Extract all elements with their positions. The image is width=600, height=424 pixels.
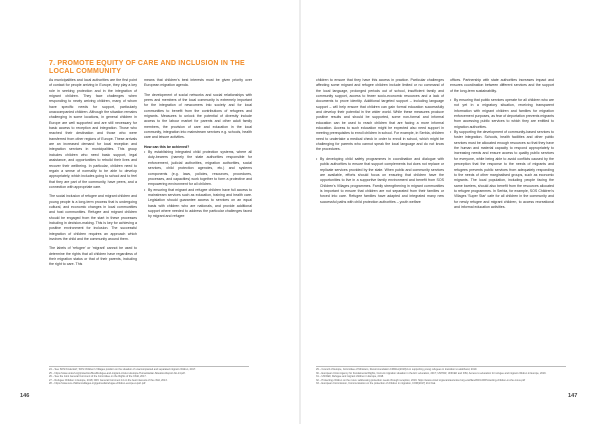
- right-page: [300, 0, 600, 424]
- footnote: 33 – European Commission, Communication on the protection of children in migration, COM(2017) 211 final.: [316, 382, 436, 386]
- paragraph: offices. Partnership with state authorities increases impact and ensures coordination between different services and the support of the long-term sustainability.: [450, 78, 554, 93]
- bullet-item: • By supporting the development of community-based services to foster integration. Schools, health facilities and other public services must be allocated enough resources so that they have the human and material capacity to respond appropriately to increasing needs and ensure access to quality public services for everyone, while being able to avoid conflicts caused by the perception that the response to the needs of migrants and refugees prevents public services from adequately responding to the needs of other marginalised groups, such as economic migrants. The local population, including people facing the same barriers, should also benefit from the resources allocated to refugee programmes. In Serbia, for example, SOS Children's Villages 'Super Star' cafe for all children in the community and for newly refugee and migrant children, to access recreational and informal education activities.: [450, 130, 554, 210]
- footnote-rule: [316, 366, 566, 367]
- bullet-item: • By ensuring that migrant and refugee children have full access to mainstream services such as education, training and health care. Legislation should guarantee access to services on an equal basis with children who are nationals, and provide additional support where needed to address the particular challenges faced by migrant and refugee: [144, 188, 252, 220]
- paragraph: The development of social networks and social relationships with peers and members of the local community is extremely important for the integration of newcomers into society and for local communities to benefit from the contributions of refugees and migrants. Measures to unlock the potential of diversity include access to the labour market for parents and other adult family members, the provision of care and education in the local community, integration into mainstream services e.g. schools, health care and leisure activities.: [144, 92, 252, 140]
- right-column-2: [450, 78, 554, 210]
- bullet-list: [450, 98, 554, 210]
- bullet-list: [316, 157, 444, 205]
- paragraph: The labels of 'refugee' or 'migrant' cannot be used to determine the rights that all children have regardless of their migration status or that of their parents, including the right to care. This: [49, 246, 137, 267]
- footnote: 26 – See the Joint General Comment of the Committee on the Rights of the Child, 2017.: [49, 375, 147, 379]
- left-column-1: [49, 78, 137, 272]
- footnote: 27 – Refugee Children in Europe, 2018; CRC General Comment 14 on the best interests of the child, 2013.: [49, 378, 168, 382]
- subheading: How can this be achieved?: [144, 144, 190, 149]
- bullet-item: • By developing child safety programmes in coordination and dialogue with public authorities to ensure that support complements but does not replace or replicate services provided by the state. When public and community services are available, efforts should focus on ensuring that children have the opportunities to live in a supportive family environment and benefit from SOS Children's Villages programmes. Family strengthening in migrant communities is important to ensure that children are not separated from their families or forced into care. Refugee families have adapted and integrated many new successful paths with child protection authorities – youth welfare: [316, 157, 444, 205]
- page-number: 146: [20, 393, 30, 399]
- right-column-1: [316, 78, 444, 205]
- footnotes: [316, 368, 578, 386]
- footnote: 28 – https://www.sos-childrensvillages.org/getmedia/refugee-children-europe-report.pdf: [49, 382, 146, 386]
- footnote: 25 – https://www.unicef.org/protection/files/Refugee-and-migrant-crisis-in-Europe-Humanitarian-Situation-Report-No-14.pdf.: [49, 371, 186, 375]
- footnote: 30 – European Union Agency for Fundamental Rights, Current migration situation in the EU: education, 2017; UNHCR, UNICEF and IOM, Access to education for refugee and migrant children in Europe, 2019.: [316, 371, 547, 375]
- paragraph: children to ensure that they have this access in practice. Particular challenges affecting some migrant and refugee children include limited or no command of the local language, prolonged periods out of school, insufficient family and community support, access to fewer socio-economic resources and a lack of documents to prove identity. Additional targeted support – including language support – will help ensure that children can gain formal education successfully and develop their potential in the wider world. While these measures produce positive results and should be supported, some non-formal and informal education can be used to reach children that are facing a more informal education. Access to such education might be expected also need support in meeting prerequisites to enroll children in school. For example, in Serbia, children need to undertake a medical check in order to enroll in school, which might be challenging for parents who cannot speak the local language and do not know the procedures.: [316, 78, 444, 152]
- paragraph: As municipalities and local authorities are the first point of contact for people arriving in Europe, they play a key role in seeking protection and in the integration of migrant children. They face challenges when responding to newly arriving children, many of whom have specific needs for support, particularly unaccompanied children. Although the situation remains challenging in some locations, in general children in Europe are well supported and are still necessary for basic access to reception and integration. Those who reached their destination and those who were transferred from other regions of Europe. These arrivals are an increased demand for local reception and integration services in municipalities. This group includes children who need basic support, legal assistance, and opportunities to rebuild their lives and recover their wellbeing. In particular, children need to regain a sense of normality to be able to develop appropriately, which includes going to school and to feel that they are part of the community, have peers, and a connection with appropriate care.: [49, 78, 137, 189]
- section-heading: 7. PROMOTE EQUITY OF CARE AND INCLUSION IN THE LOCAL COMMUNITY: [49, 60, 245, 75]
- bullet-item: • By establishing integrated child protection systems, where all duty-bearers (namely the state authorities responsible for enforcement, judicial authorities, migration authorities, social services, child protection agencies, etc.) and systems components (e.g. laws, policies, resources, procedures, processes, and capacities) work together to form a protective and empowering environment for all children.: [144, 150, 252, 187]
- paragraph: The social inclusion of refugee and migrant children and young people is a long-term process that is undergoing cultural, and economic changes in local communities and host communities. Refugee and migrant children should be engaged from the start in these processes including in decision-making. This is key for achieving a positive environment for inclusion. The successful integration of children requires an approach which involves the child and the community around them.: [49, 194, 137, 241]
- page-number: 147: [568, 393, 578, 399]
- paragraph: means that children's best interests must be given priority over European migration agenda.: [144, 78, 252, 88]
- footnotes: [49, 368, 259, 386]
- footnote: 32 – Protecting children on the move: addressing protection needs through reception, 2019. https://www.unicef.org/eca/sites/unicef.org.eca/files/2019-09/Protecting-children-on-the-move.pdf: [316, 378, 526, 382]
- footnote-rule: [49, 366, 249, 367]
- bullet-list: [144, 150, 252, 219]
- footnote: 31 – UNICEF, Refugee and migrant children in Europe, 2018.: [316, 375, 384, 379]
- footnote: 24 – See SOS Kinderdorf, SOS Children's Villages position on the situation of unaccompanied and separated migrant children, 2017.: [49, 368, 196, 371]
- bullet-item: • By ensuring that public services operate for all children who are not yet in a migratory situation, receiving transparent information with migrant children and families for migration enforcement purposes, as fear of deportation prevents migrants from accessing public services to which they are entitled to migration authorities.: [450, 98, 554, 130]
- footnote: 29 – Council of Europe, Committee of Ministers, Recommendation CM/Rec(2019)4 on supporting young refugees in transition to adulthood, 2019.: [316, 368, 478, 371]
- left-column-2: [144, 78, 252, 220]
